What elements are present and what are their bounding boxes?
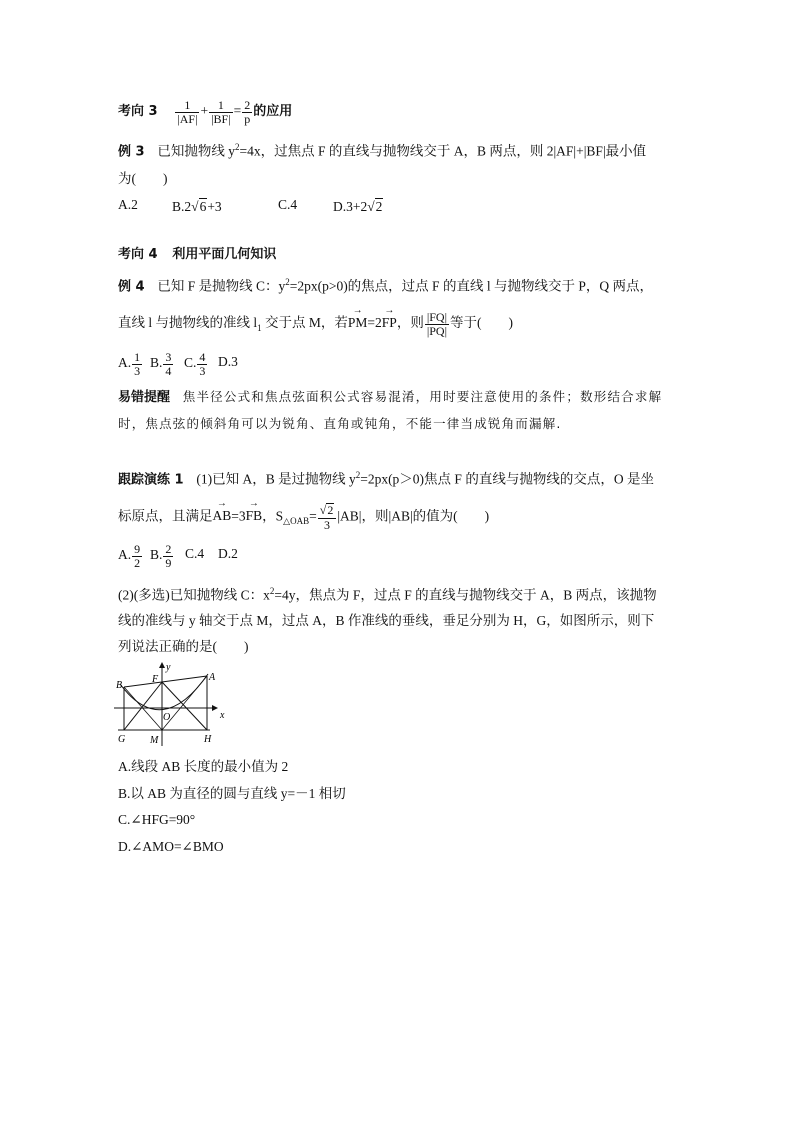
tip-label: 易错提醒 bbox=[118, 390, 171, 405]
label-y: y bbox=[166, 662, 171, 673]
example4-text-2a: 直线 l 与抛物线的准线 l bbox=[118, 315, 258, 331]
track-option-c[interactable]: C.4 bbox=[185, 546, 205, 561]
track-choice-d[interactable]: D.∠AMO=∠BMO bbox=[118, 839, 224, 854]
example4-label: 例 4 bbox=[118, 279, 145, 295]
track-line2 bbox=[118, 503, 489, 531]
tip-text-2: 时，焦点弦的倾斜角可以为锐角、直角或钝角，不能一律当成锐角而漏解. bbox=[118, 416, 562, 431]
equals-sign: = bbox=[233, 103, 242, 119]
example3-option-c[interactable]: C.4 bbox=[278, 197, 298, 212]
plus-sign: + bbox=[200, 103, 209, 119]
segment-gf bbox=[124, 682, 162, 730]
example4-text-2c: =2 bbox=[367, 315, 382, 331]
example4-line2 bbox=[118, 311, 513, 337]
example3-line1 bbox=[118, 143, 646, 159]
example3-line2: 为( ) bbox=[118, 171, 168, 186]
superscript: 2 bbox=[355, 470, 361, 480]
track-choice-c[interactable]: C.∠HFG=90° bbox=[118, 812, 196, 827]
track-line1 bbox=[118, 471, 654, 487]
example4-option-d[interactable]: D.3 bbox=[218, 354, 238, 369]
tip-line1 bbox=[118, 390, 662, 404]
fraction-1-over-af: $\frac{1}{|AF|}$ bbox=[177, 98, 198, 126]
example3-option-d[interactable]: D.3+2√2 bbox=[333, 199, 383, 214]
track-q2-text-a: (2)(多选)已知抛物线 C：x bbox=[118, 587, 270, 603]
subscript: 1 bbox=[257, 322, 262, 333]
track-q2-line3: 列说法正确的是( ) bbox=[118, 639, 249, 654]
vector-pm: → PM bbox=[348, 316, 368, 330]
topic3-heading bbox=[118, 99, 292, 125]
fraction-fq-over-pq: $\frac{|FQ|}{|PQ|}$ bbox=[426, 310, 447, 338]
label-a: A bbox=[209, 672, 216, 683]
track-text-1b: =2px(p＞0)焦点 F 的直线与抛物线的交点，O 是坐 bbox=[360, 471, 654, 487]
example4-text-2b: 交于点 M，若 bbox=[261, 315, 348, 331]
example3-label: 例 3 bbox=[118, 144, 145, 160]
track-option-b[interactable]: B. $\frac{2}{9}$ bbox=[150, 542, 172, 570]
parabola-figure bbox=[112, 662, 232, 750]
fraction-sqrt2-over-3: $\frac{√2}{3}$ bbox=[318, 503, 337, 531]
track-option-a[interactable]: A. $\frac{9}{2}$ bbox=[118, 542, 141, 570]
topic3-tail: 的应用 bbox=[253, 104, 293, 120]
topic4-heading bbox=[118, 247, 276, 261]
superscript: 2 bbox=[234, 142, 240, 152]
example3-option-a[interactable]: A.2 bbox=[118, 197, 138, 212]
vector-ab: → AB bbox=[213, 509, 232, 523]
label-m: M bbox=[150, 735, 159, 746]
fraction-2-over-p: $\frac{2}{p}$ bbox=[244, 98, 251, 126]
x-axis-arrow bbox=[212, 705, 218, 711]
example3-text: 已知抛物线 y bbox=[157, 143, 235, 159]
parabola-curve bbox=[120, 674, 208, 710]
example4-text-2e: 等于( ) bbox=[449, 315, 513, 331]
example4-text-2d: ，则 bbox=[396, 315, 424, 331]
label-g: G bbox=[118, 734, 126, 745]
track-choice-b[interactable]: B.以 AB 为直径的圆与直线 y=－1 相切 bbox=[118, 786, 346, 801]
track-text-2c: ，S bbox=[262, 508, 284, 524]
tip-text-1: 焦半径公式和焦点弦面积公式容易混淆，用时要注意使用的条件；数形结合求解 bbox=[182, 389, 663, 404]
example3-option-b[interactable]: B.2√6+3 bbox=[172, 199, 222, 214]
label-h: H bbox=[204, 734, 212, 745]
example4-text-cont: =2px(p>0)的焦点，过点 F 的直线 l 与抛物线交于 P，Q 两点， bbox=[289, 278, 653, 294]
subscript-oab: △OAB bbox=[283, 515, 310, 526]
track-text-2a: 标原点，且满足 bbox=[118, 508, 213, 524]
track-q2-text-b: =4y，焦点为 F，过点 F 的直线与抛物线交于 A，B 两点，该抛物 bbox=[274, 587, 657, 603]
vector-fp: → FP bbox=[382, 316, 397, 330]
vector-fb: → FB bbox=[246, 509, 263, 523]
example4-option-a[interactable]: A. $\frac{1}{3}$ bbox=[118, 350, 141, 378]
track-text-1a: (1)已知 A，B 是过抛物线 y bbox=[196, 471, 356, 487]
y-axis-arrow bbox=[159, 662, 165, 668]
example4-option-c[interactable]: C. $\frac{4}{3}$ bbox=[184, 350, 206, 378]
track-option-d[interactable]: D.2 bbox=[218, 546, 238, 561]
topic4-label: 考向 4 bbox=[118, 247, 158, 262]
label-f: F bbox=[152, 674, 159, 685]
track-label: 跟踪演练 1 bbox=[118, 472, 184, 488]
track-choice-a[interactable]: A.线段 AB 长度的最小值为 2 bbox=[118, 759, 289, 774]
label-o: O bbox=[163, 712, 171, 723]
track-text-2d: = bbox=[309, 508, 317, 524]
track-text-2b: =3 bbox=[231, 508, 246, 524]
track-q2-line2: 线的准线与 y 轴交于点 M，过点 A，B 作准线的垂线，垂足分别为 H，G，如图所示，则下 bbox=[118, 613, 655, 628]
label-b: B bbox=[116, 680, 123, 691]
track-text-2e: |AB|，则|AB|的值为( ) bbox=[337, 508, 490, 524]
topic3-label: 考向 3 bbox=[118, 104, 158, 120]
example4-line1 bbox=[118, 278, 653, 294]
topic4-title: 利用平面几何知识 bbox=[172, 247, 277, 262]
superscript: 2 bbox=[285, 277, 290, 287]
fraction-1-over-bf: $\frac{1}{|BF|}$ bbox=[211, 98, 231, 126]
example4-text: 已知 F 是抛物线 C：y bbox=[157, 278, 286, 294]
superscript: 2 bbox=[269, 586, 275, 596]
track-q2-line1 bbox=[118, 587, 657, 602]
label-x: x bbox=[220, 710, 225, 721]
example3-text-cont: =4x，过焦点 F 的直线与抛物线交于 A，B 两点，则 2|AF|+|BF|最小值 bbox=[239, 143, 647, 159]
example4-option-b[interactable]: B. $\frac{3}{4}$ bbox=[150, 350, 172, 378]
